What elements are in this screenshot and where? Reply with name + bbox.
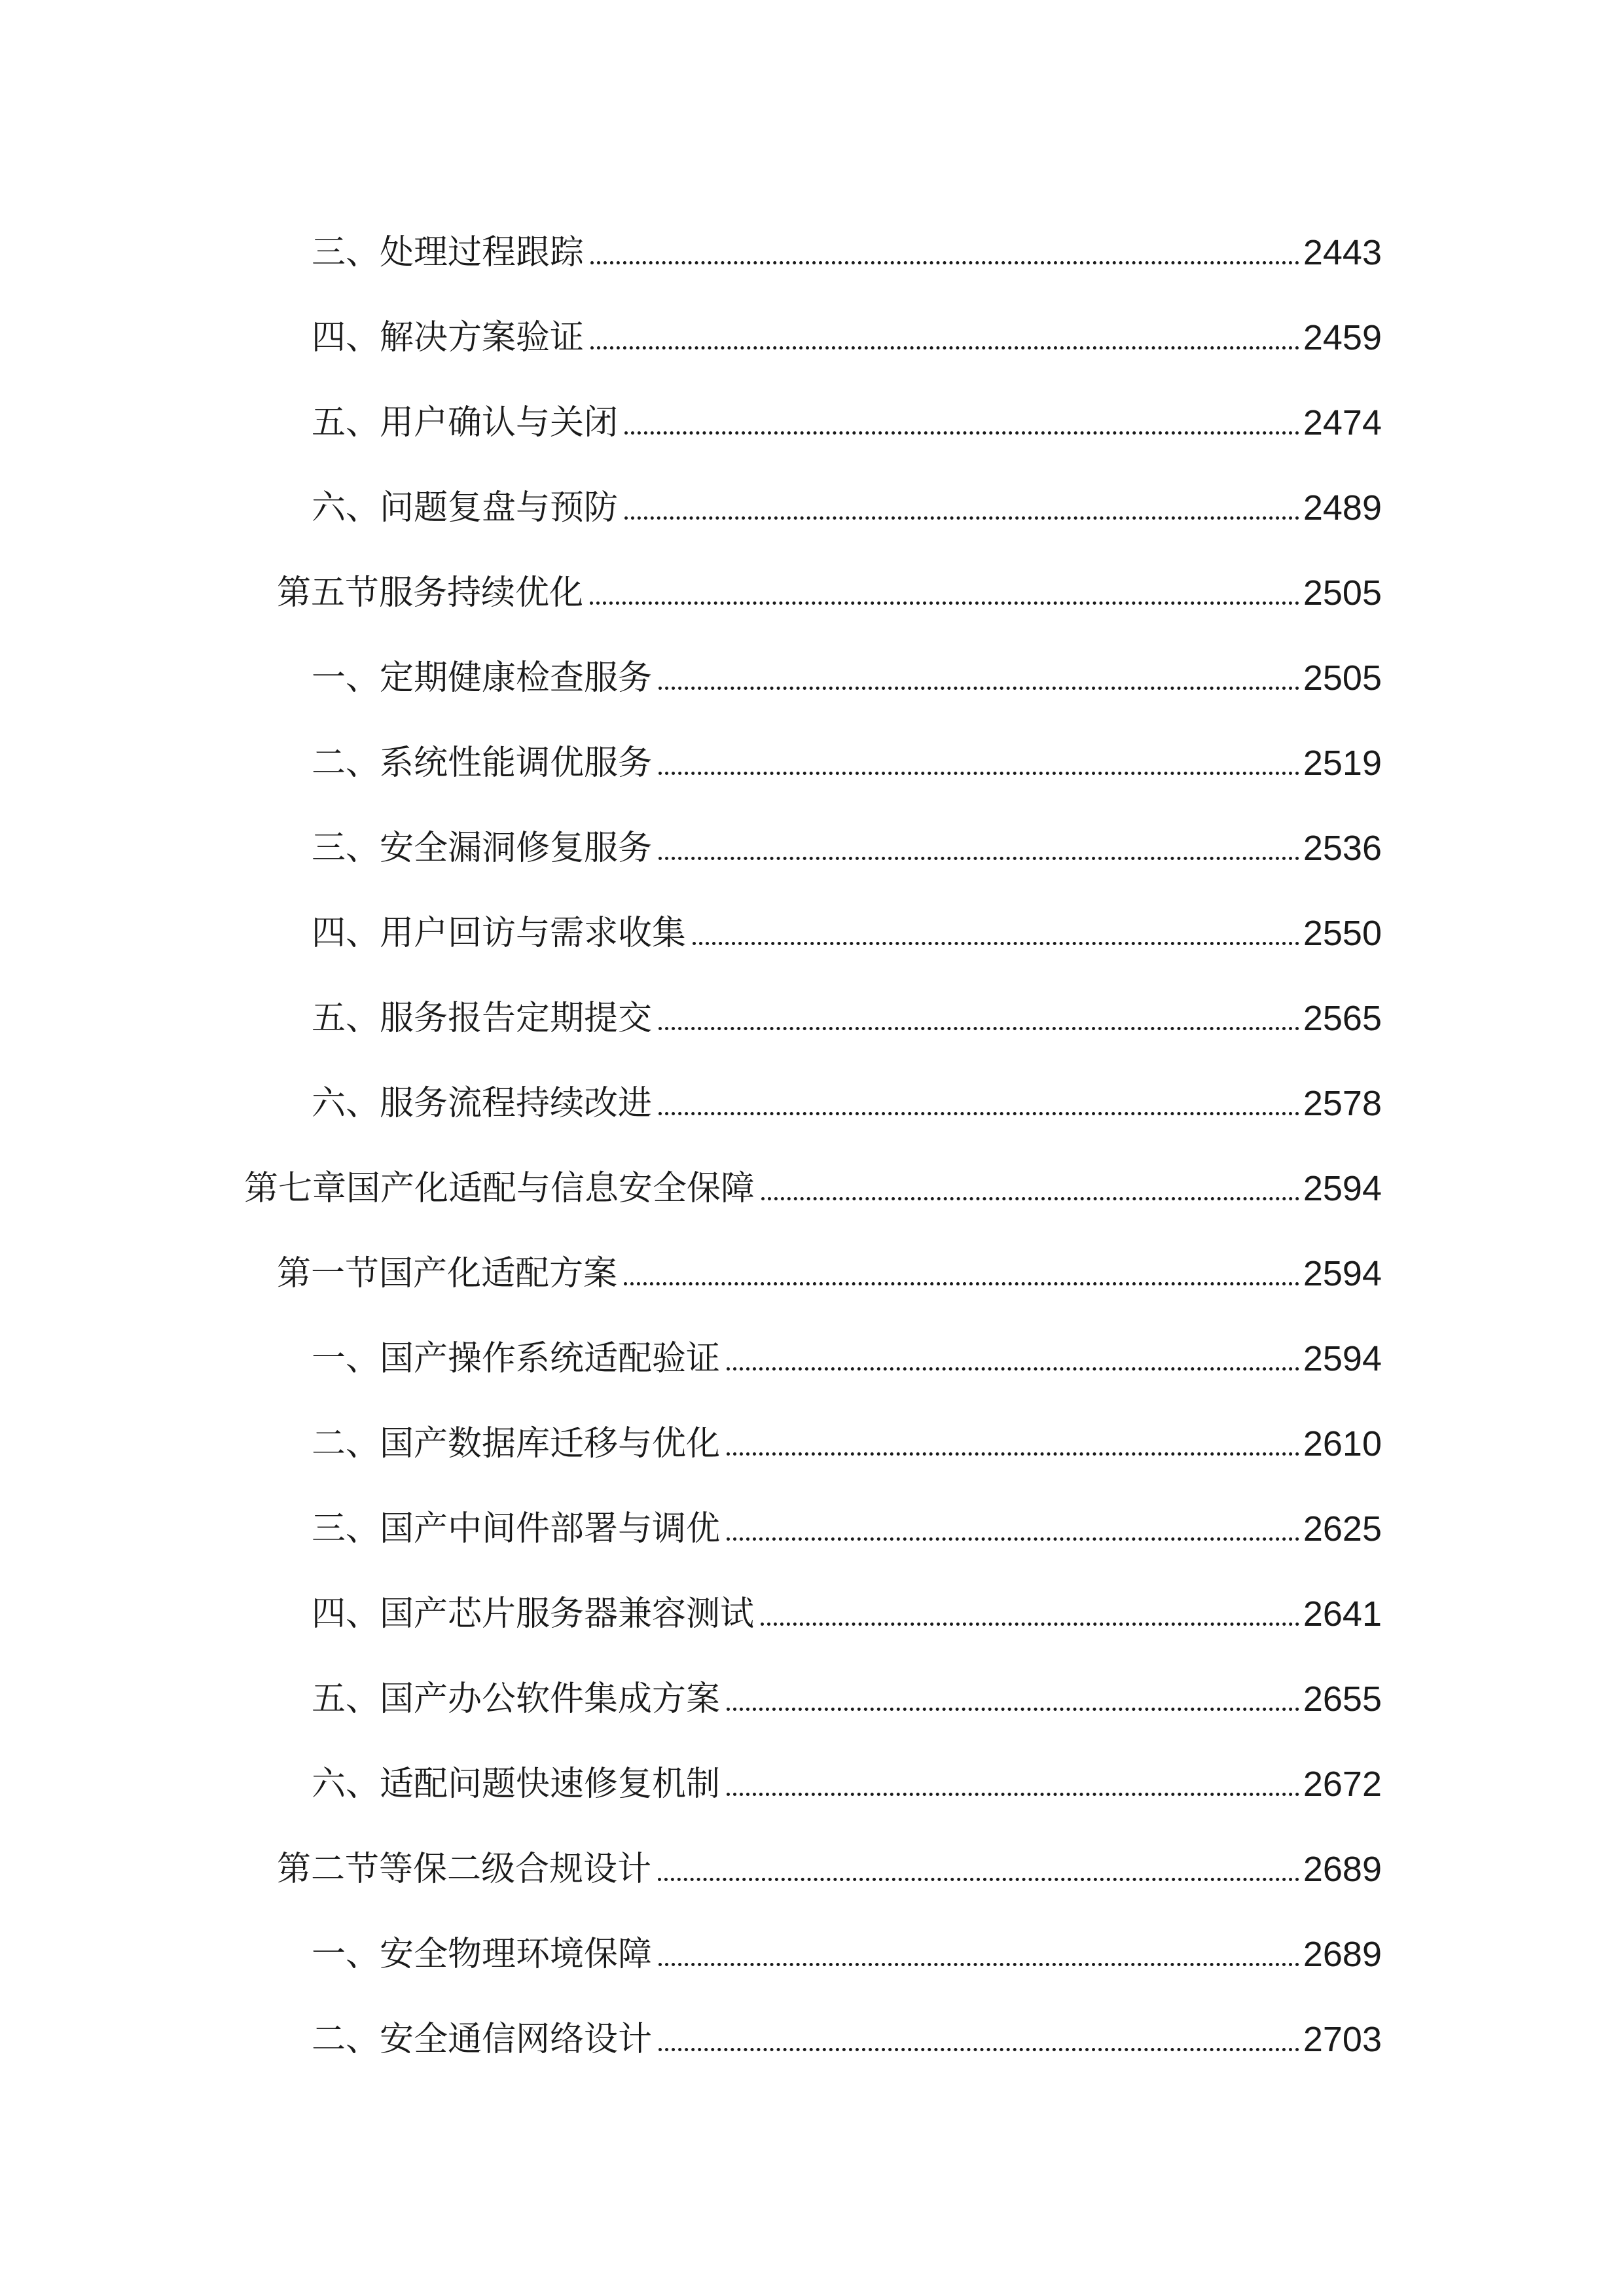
toc-entry-title: 三、处理过程跟踪 xyxy=(312,233,585,272)
toc-entry-title: 一、定期健康检查服务 xyxy=(312,658,653,698)
toc-entry-title: 二、国产数据库迁移与优化 xyxy=(312,1424,721,1463)
toc-entry-title: 四、解决方案验证 xyxy=(312,318,585,357)
toc-entry-page: 2489 xyxy=(1303,488,1382,528)
dot-leader xyxy=(761,1623,1299,1626)
dot-leader xyxy=(659,687,1299,690)
toc-entry-title: 第一节国产化适配方案 xyxy=(277,1254,618,1293)
toc-entry-page: 2505 xyxy=(1303,658,1382,698)
toc-entry-page: 2505 xyxy=(1303,573,1382,613)
toc-entry-title: 六、服务流程持续改进 xyxy=(312,1084,653,1123)
toc-entry[interactable] xyxy=(312,296,1382,361)
toc-entry-page: 2594 xyxy=(1303,1169,1382,1208)
toc-entry[interactable] xyxy=(312,1487,1382,1552)
toc-entry-title: 一、国产操作系统适配验证 xyxy=(312,1339,721,1378)
dot-leader xyxy=(659,1027,1299,1030)
toc-entry[interactable] xyxy=(312,1402,1382,1467)
toc-entry-title: 四、国产芯片服务器兼容测试 xyxy=(312,1594,755,1634)
toc-entry-title: 第二节等保二级合规设计 xyxy=(277,1850,652,1889)
dot-leader xyxy=(590,346,1299,350)
dot-leader xyxy=(590,601,1299,605)
dot-leader xyxy=(761,1197,1299,1200)
toc-entry-title: 五、服务报告定期提交 xyxy=(312,999,653,1038)
toc-entry-page: 2443 xyxy=(1303,233,1382,272)
dot-leader xyxy=(659,2048,1299,2051)
toc-entry[interactable] xyxy=(312,891,1382,957)
toc-entry-title: 三、安全漏洞修复服务 xyxy=(312,829,653,868)
toc-entry-section[interactable] xyxy=(277,551,1382,617)
toc-entry-page: 2703 xyxy=(1303,2020,1382,2059)
toc-entry-page: 2459 xyxy=(1303,318,1382,357)
toc-entry[interactable] xyxy=(312,1657,1382,1723)
toc-entry-title: 五、用户确认与关闭 xyxy=(312,403,619,442)
toc-entry-page: 2550 xyxy=(1303,914,1382,953)
dot-leader xyxy=(658,1878,1299,1881)
toc-entry-page: 2594 xyxy=(1303,1254,1382,1293)
toc-entry[interactable] xyxy=(312,806,1382,872)
dot-leader xyxy=(727,1537,1299,1541)
dot-leader xyxy=(727,1708,1299,1711)
toc-entry-page: 2578 xyxy=(1303,1084,1382,1123)
toc-entry-page: 2689 xyxy=(1303,1935,1382,1974)
toc-entry[interactable] xyxy=(312,211,1382,276)
toc-entry-page: 2655 xyxy=(1303,1679,1382,1719)
toc-entry[interactable] xyxy=(312,1062,1382,1127)
toc-entry-page: 2565 xyxy=(1303,999,1382,1038)
toc-entry-title: 二、系统性能调优服务 xyxy=(312,744,653,783)
toc-entry-title: 一、安全物理环境保障 xyxy=(312,1935,653,1974)
toc-entry-section[interactable] xyxy=(277,1232,1382,1297)
toc-entry[interactable] xyxy=(312,721,1382,787)
toc-entry[interactable] xyxy=(312,1998,1382,2063)
toc-entry-title: 六、问题复盘与预防 xyxy=(312,488,619,528)
toc-entry[interactable] xyxy=(312,1572,1382,1638)
toc-entry-page: 2594 xyxy=(1303,1339,1382,1378)
toc-entry-page: 2474 xyxy=(1303,403,1382,442)
dot-leader xyxy=(693,942,1299,945)
toc-entry-page: 2625 xyxy=(1303,1509,1382,1549)
toc-entry-page: 2519 xyxy=(1303,744,1382,783)
toc-entry-title: 二、安全通信网络设计 xyxy=(312,2020,653,2059)
toc-entry-title: 三、国产中间件部署与调优 xyxy=(312,1509,721,1549)
toc-entry-title: 四、用户回访与需求收集 xyxy=(312,914,687,953)
toc-entry-section[interactable] xyxy=(277,1827,1382,1893)
toc-entry-page: 2641 xyxy=(1303,1594,1382,1634)
toc-entry-page: 2689 xyxy=(1303,1850,1382,1889)
toc-entry[interactable] xyxy=(312,1317,1382,1382)
dot-leader xyxy=(659,857,1299,860)
toc-entry[interactable] xyxy=(312,466,1382,531)
dot-leader xyxy=(624,431,1299,435)
toc-entry-title: 第七章国产化适配与信息安全保障 xyxy=(244,1169,755,1208)
toc-entry-chapter[interactable] xyxy=(244,1147,1382,1212)
toc-entry-page: 2536 xyxy=(1303,829,1382,868)
toc-entry[interactable] xyxy=(312,381,1382,446)
toc-entry-title: 六、适配问题快速修复机制 xyxy=(312,1765,721,1804)
toc-entry[interactable] xyxy=(312,636,1382,702)
toc-entry-title: 五、国产办公软件集成方案 xyxy=(312,1679,721,1719)
dot-leader xyxy=(659,1112,1299,1115)
toc-entry[interactable] xyxy=(312,977,1382,1042)
toc-entry[interactable] xyxy=(312,1912,1382,1978)
dot-leader xyxy=(624,516,1299,520)
dot-leader xyxy=(727,1793,1299,1796)
dot-leader xyxy=(727,1367,1299,1371)
toc-entry-page: 2610 xyxy=(1303,1424,1382,1463)
toc-entry-title: 第五节服务持续优化 xyxy=(277,573,584,613)
dot-leader xyxy=(659,772,1299,775)
toc-entry[interactable] xyxy=(312,1742,1382,1808)
dot-leader xyxy=(727,1452,1299,1456)
toc-entry-page: 2672 xyxy=(1303,1765,1382,1804)
dot-leader xyxy=(624,1282,1299,1285)
dot-leader xyxy=(590,261,1299,264)
dot-leader xyxy=(659,1963,1299,1966)
